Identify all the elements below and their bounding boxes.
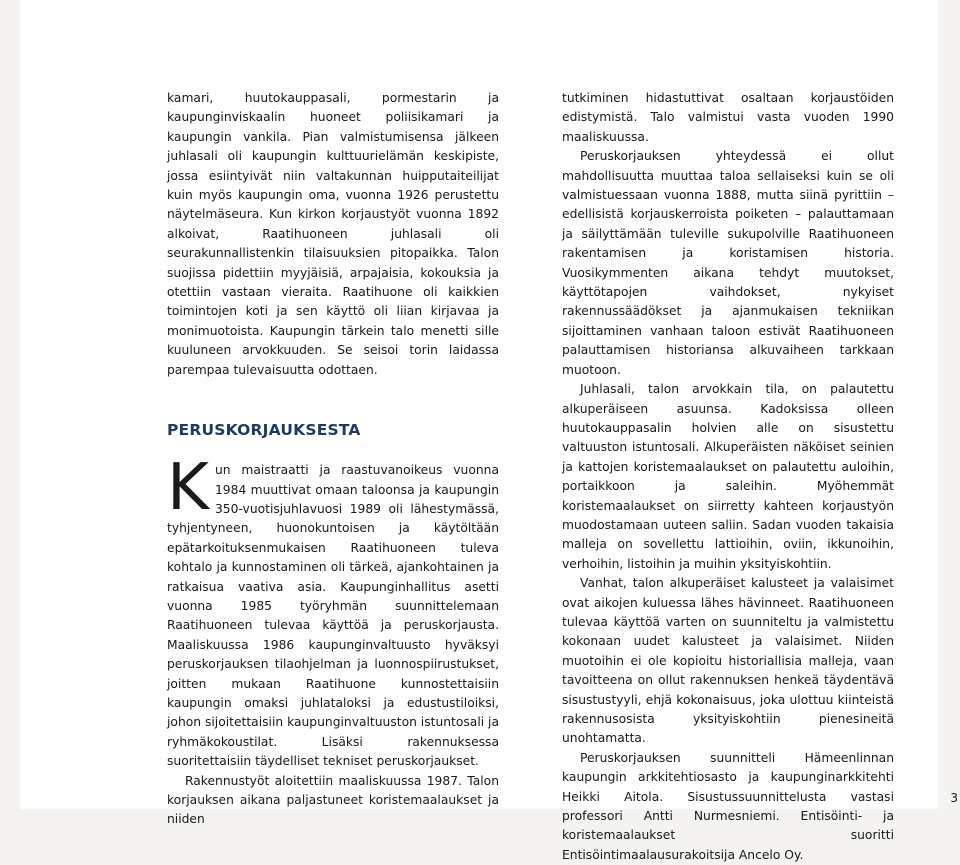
section-paragraph-2: Rakennustyöt aloitettiin maaliskuussa 1987. Talon korjauksen aikana paljastuneet koristemaalaukset ja niiden — [167, 773, 499, 827]
left-column — [167, 89, 499, 830]
right-paragraph-3: Juhlasali, talon arvokkain tila, on palautettu alkuperäiseen asuunsa. Kadoksissa olleen huutokauppasalin holvien alle on sisustettu valtuuston istuntosali. Alkuperäisten näköiset seinien ja kattojen koristemaalaukset on palautettu auloihin, portaikkoon ja saleihin. Myöhemmät koristemaalaukset on siirretty kahteen korjaustyön muodostamaan uuteen saliin. Sadan vuoden takaisia malleja on sovellettu lattioihin, oviin, ikkunoihin, verhoihin, listoihin ja muihin yksityiskohtiin. — [562, 382, 894, 571]
right-paragraph-4: Vanhat, talon alkuperäiset kalusteet ja valaisimet ovat aikojen kuluessa lähes hävinneet. Raatihuoneen tulevaa käyttöä varten on suunniteltu ja valmistettu kokonaan uudet kalusteet ja valaisimet. Niiden muotoihin ei ole kopioitu historiallisia malleja, vaan tavoitteena on ollut rakennuksen henkeä täydentävä sisustustyyli, ehjä kokonaisuus, joka ulottuu kiinteistä rakennusosista yksityiskohtiin pienesineitä unohtamatta. — [562, 576, 894, 746]
section-paragraph-1-text: un maistraatti ja raastuvanoikeus vuonna 1984 muuttivat omaan taloonsa ja kaupungin 350-vuotisjuhlavuosi 1989 oli lähestymässä, tyhjentyneen, huonokuntoisen ja käytöltään epätarkoituksenmukaisen Raatihuoneen tuleva kohtalo ja kunnostaminen oli tärkeä, ajankohtainen ja ratkaisua vaativa asia. Kaupunginhallitus asetti vuonna 1985 työryhmän suunnittelemaan Raatihuoneen tulevaa käyttöä ja peruskorjausta. Maaliskuussa 1986 kaupunginvaltuusto hyväksyi peruskorjauksen tilaohjelman ja luonnospiirustukset, joitten mukaan Raatihuone kunnostettaisiin kaupungin omaksi juhlataloksi ja edustustiloiksi, johon sijoitettaisiin kaupunginvaltuuston istuntosali ja ryhmäkokoustilat. Lisäksi rakennuksessa suoritettaisiin täydelliset tekniset peruskorjaukset. — [167, 463, 500, 769]
intro-paragraph: kamari, huutokauppasali, pormestarin ja kaupunginviskaalin huoneet poliisikamari ja kaupungin vankila. Pian valmistumisensa jälkeen juhlasali oli kaupungin kulttuurielämän keskipiste, jossa esiintyivät niin valtakunnan huipputaiteilijat kuin myös kaupungin oma, vuonna 1926 perustettu näytelmäseura. Kun kirkon korjaustyöt vuonna 1892 alkoivat, Raatihuoneen juhlasali oli seurakunnallistenkin tilaisuuksien pitopaikka. Talon suojissa pidettiin myyjäisiä, arpajaisia, kokouksia ja otettiin vastaan vieraita. Raatihuone oli kaikkien toimintojen koti ja sen käyttö oli liian kirjavaa ja monimuotoista. Kaupungin tärkein talo menetti sille kuuluneen arvokkuuden. Se seisoi torin laidassa parempaa tulevaisuutta odottaen. — [167, 91, 499, 377]
page-number: 3 — [950, 791, 958, 805]
section-heading: PERUSKORJAUKSESTA — [167, 421, 361, 440]
dropcap-letter: K — [167, 451, 209, 526]
section-paragraph-1 — [167, 451, 500, 772]
right-paragraph-1: tutkiminen hidastuttivat osaltaan korjaustöiden edistymistä. Talo valmistui vasta vuoden 1990 maaliskuussa. — [562, 91, 894, 144]
right-paragraph-5: Peruskorjauksen suunnitteli Hämeenlinnan kaupungin arkkitehtiosasto ja kaupunginarkkitehti Heikki Aitola. Sisustussuunnittelusta vastasi professori Antti Nurmesniemi. Entisöinti- ja koristemaalaukset suoritti Entisöintimaalausurakoitsija Ancelo Oy. — [562, 750, 894, 862]
right-paragraph-2: Peruskorjauksen yhteydessä ei ollut mahdollisuutta muuttaa taloa sellaiseksi kuin se oli valmistuessaan vuonna 1888, mutta siinä pyrittiin – edellisistä korjauskerroista poiketen – palauttamaan ja säilyttämään tuleville sukupolville Raatihuoneen rakentamisen ja koristamisen historia. Vuosikymmenten aikana tehdyt muutokset, käyttötapojen vaihdokset, nykyiset rakennussäädökset ja ajanmukaisen tekniikan sijoittaminen vanhaan taloon estivät Raatihuoneen palauttamisen historiansa alkuvaiheen tarkkaan muotoon. — [562, 149, 894, 377]
right-column — [562, 89, 894, 865]
